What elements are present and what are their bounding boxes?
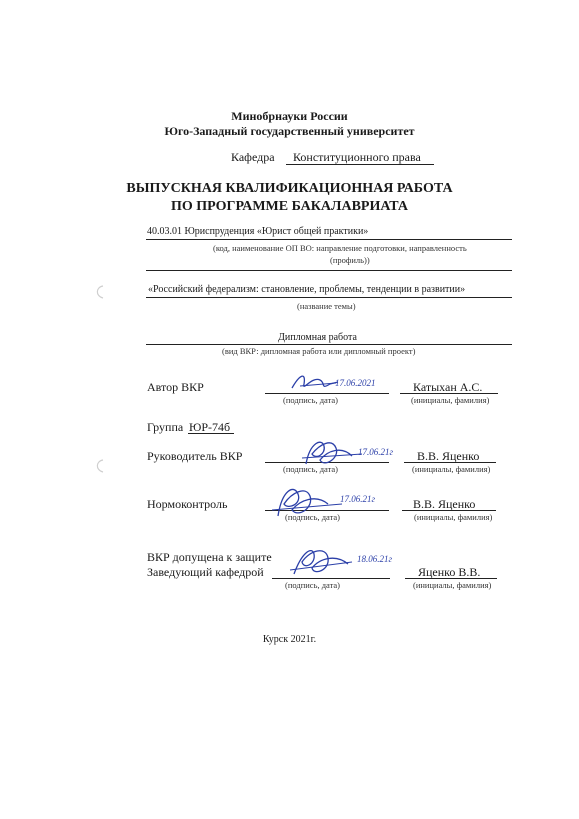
work-type-caption: (вид ВКР: дипломная работа или дипломный проект): [222, 346, 416, 356]
work-type-underline: [146, 344, 512, 345]
author-name: Катыхан А.С.: [413, 380, 483, 394]
supervisor-signature: [302, 434, 412, 474]
supervisor-name-caption: (инициалы, фамилия): [412, 464, 491, 474]
supervisor-label: Руководитель ВКР: [147, 449, 243, 463]
program-caption-2: (профиль)): [330, 255, 370, 265]
normcontrol-name: В.В. Яценко: [413, 497, 476, 511]
author-sign-caption: (подпись, дата): [283, 395, 339, 405]
author-name-line: [400, 393, 498, 394]
supervisor-name: В.В. Яценко: [417, 449, 480, 463]
normcontrol-sign-caption: (подпись, дата): [285, 512, 341, 522]
author-label: Автор ВКР: [147, 380, 204, 394]
program-value: 40.03.01 Юриспруденция «Юрист общей практики»: [147, 226, 369, 237]
program-underline-2: [146, 270, 512, 271]
admission-label-2: Заведующий кафедрой: [147, 565, 264, 579]
punch-hole-mark: [93, 458, 107, 479]
ministry-name: Минобрнауки России: [231, 109, 348, 123]
admission-sign-caption: (подпись, дата): [285, 580, 341, 590]
author-sign-date: 17.06.2021: [335, 378, 376, 388]
group-label: Группа: [147, 420, 184, 434]
admission-label-1: ВКР допущена к защите: [147, 550, 272, 564]
admission-name-caption: (инициалы, фамилия): [413, 580, 492, 590]
normcontrol-sign-date: 17.06.21г: [340, 494, 376, 504]
work-type-value: Дипломная работа: [278, 332, 357, 343]
admission-name-line: [405, 578, 497, 579]
work-title-line2: ПО ПРОГРАММЕ БАКАЛАВРИАТА: [171, 199, 408, 214]
normcontrol-name-line: [402, 510, 496, 511]
topic-underline: [146, 297, 512, 298]
supervisor-name-line: [404, 462, 496, 463]
department-name: Конституционного права: [293, 150, 421, 164]
supervisor-sign-caption: (подпись, дата): [283, 464, 339, 474]
department-underline: [286, 164, 434, 165]
punch-hole-mark: [93, 284, 107, 305]
topic-value: «Российский федерализм: становление, проблемы, тенденции в развитии»: [148, 284, 466, 295]
admission-sign-date: 18.06.21г: [357, 554, 393, 564]
admission-name: Яценко В.В.: [418, 565, 481, 579]
normcontrol-label: Нормоконтроль: [147, 497, 228, 511]
work-title-line1: ВЫПУСКНАЯ КВАЛИФИКАЦИОННАЯ РАБОТА: [126, 181, 453, 196]
normcontrol-name-caption: (инициалы, фамилия): [414, 512, 493, 522]
supervisor-sign-date: 17.06.21г: [358, 447, 394, 457]
group-underline: [188, 433, 234, 434]
department-label: Кафедра: [231, 150, 275, 164]
topic-caption: (название темы): [297, 301, 356, 311]
university-name: Юго-Западный государственный университет: [164, 124, 415, 138]
program-caption-1: (код, наименование ОП ВО: направление подготовки, направленность: [213, 243, 467, 253]
author-name-caption: (инициалы, фамилия): [411, 395, 490, 405]
program-underline: [146, 239, 512, 240]
city-year: Курск 2021г.: [262, 634, 317, 645]
group-value: ЮР-74б: [189, 420, 231, 434]
